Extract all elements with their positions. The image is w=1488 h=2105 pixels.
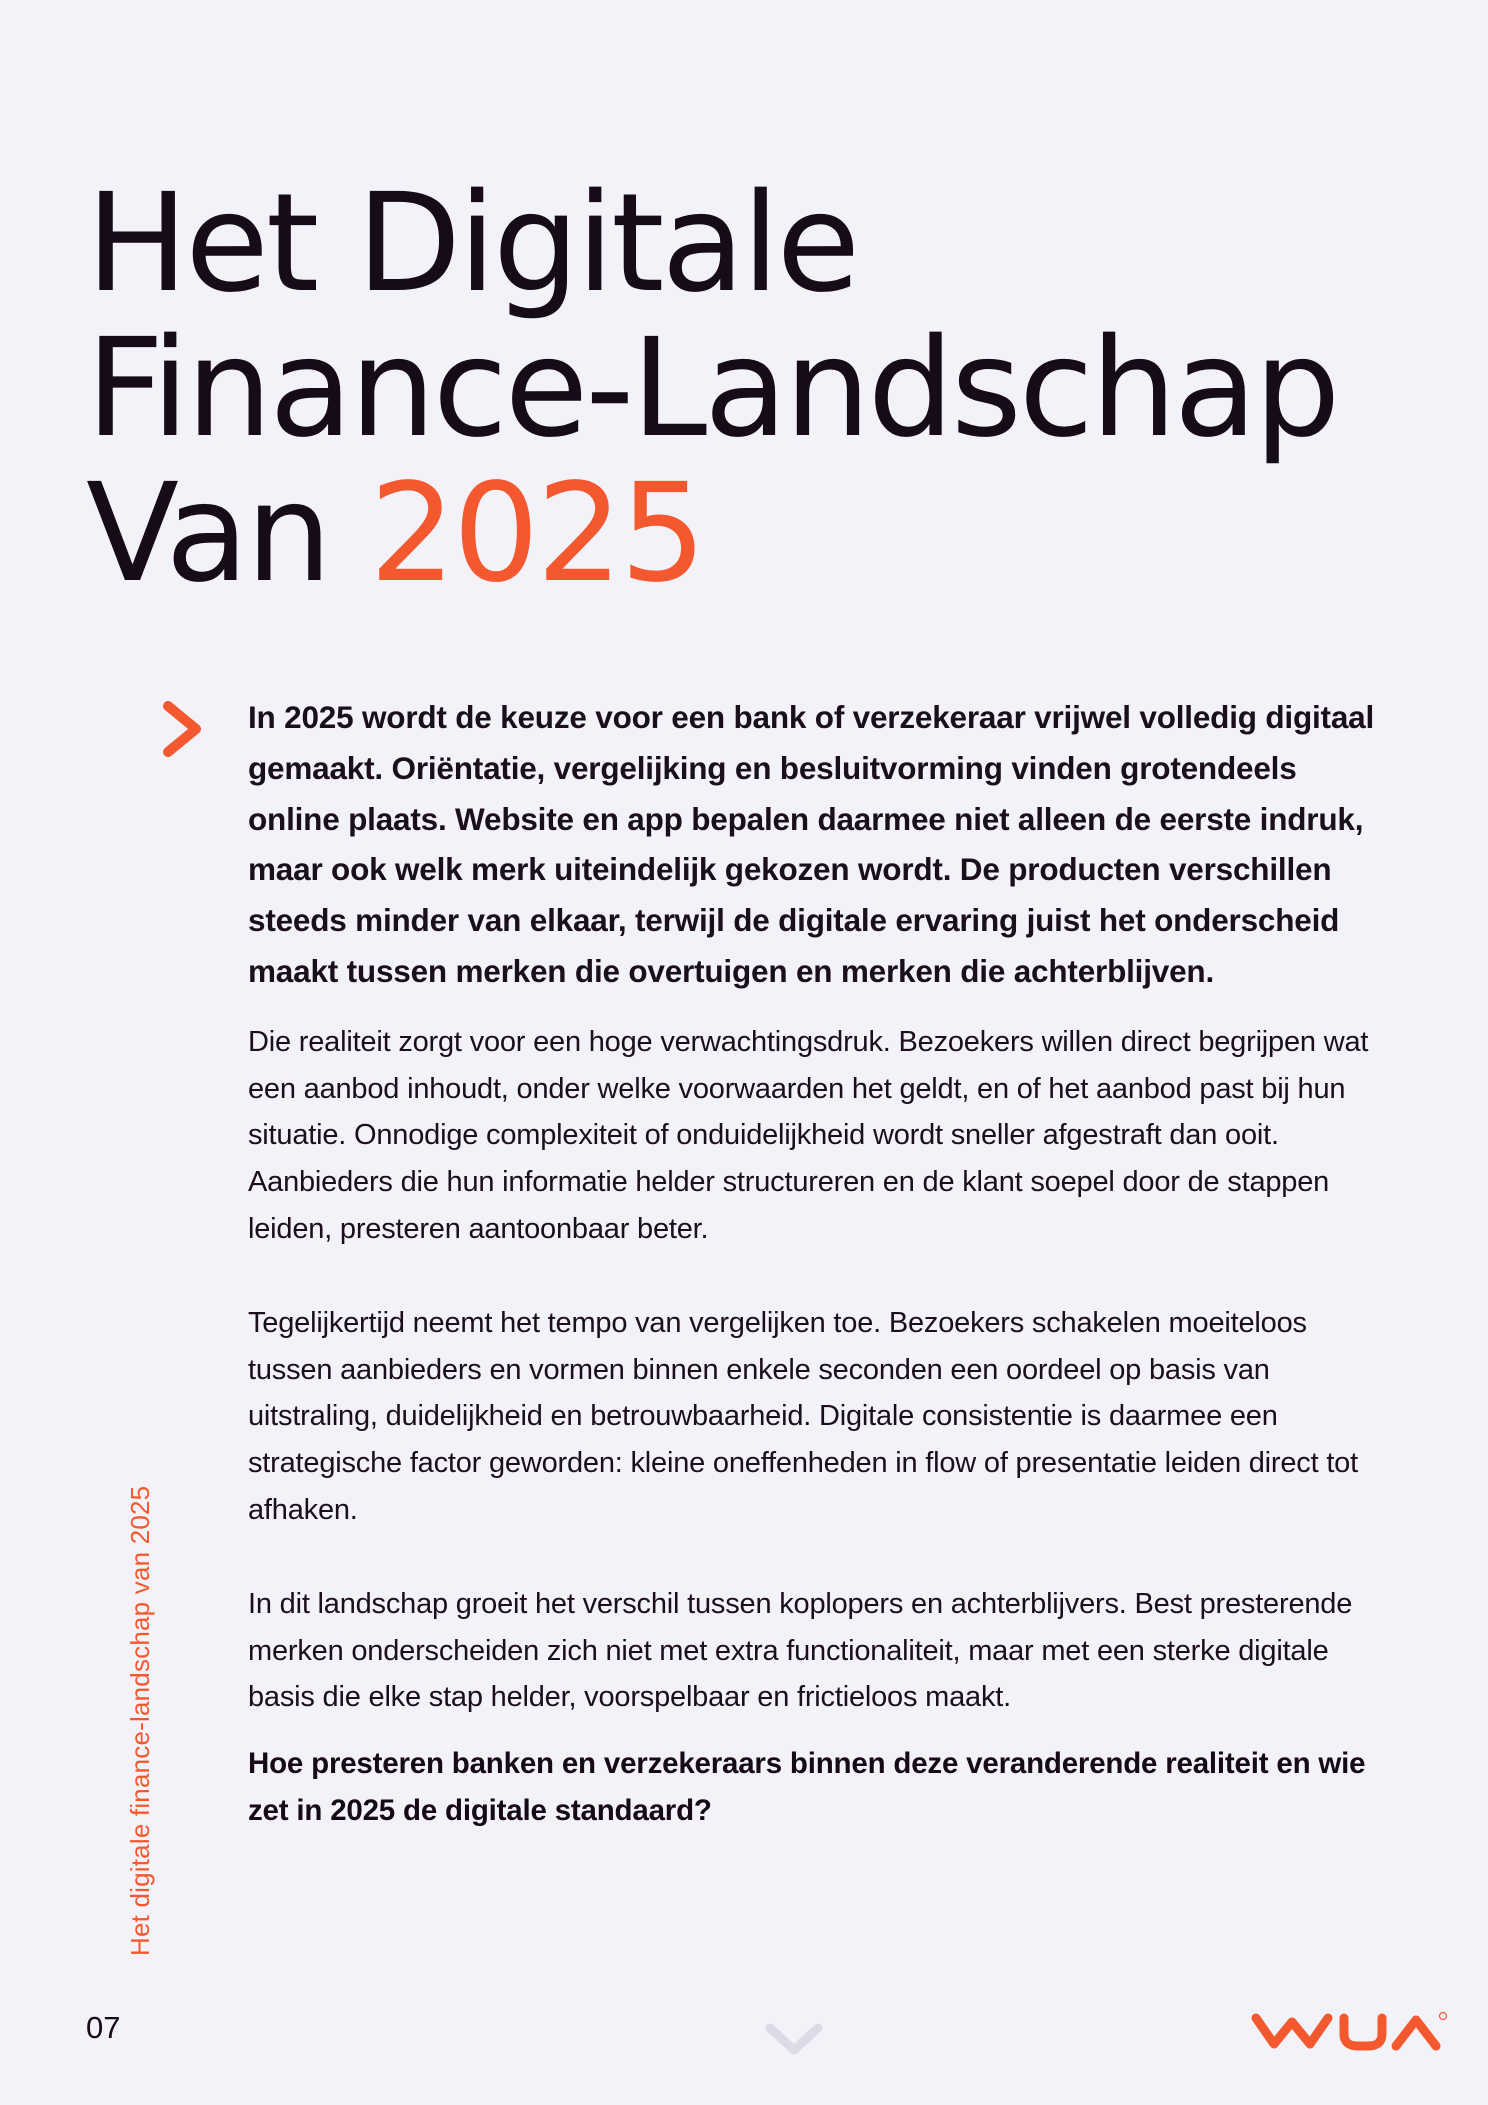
title-line-2: Finance-Landschap (86, 310, 1338, 468)
lead-paragraph: In 2025 wordt de keuze voor een bank of verzekeraar vrijwel volledig digitaal gemaakt. Oriëntatie, vergelijking en besluitvorming vinden grotendeels online plaats. Website en app bepalen daarmee niet alleen de eerste indruk, maar ook welk merk uiteindelijk gekozen wordt. De producten verschillen steeds minder van elkaar, terwijl de digitale ervaring juist het onderscheid maakt tussen merken die overtuigen en merken die achterblijven. (248, 699, 1375, 989)
title-year-accent: 2025 (369, 455, 704, 613)
chevron-right-icon (158, 698, 206, 760)
page-number: 07 (86, 2010, 121, 2045)
wua-logo (1250, 2010, 1448, 2054)
side-section-label: Het digitale finance-landschap van 2025 (125, 1485, 155, 1956)
article-body (248, 692, 1378, 1835)
title-line-1: Het Digitale (86, 165, 858, 323)
page-title (86, 165, 1338, 613)
body-paragraph-1: Die realiteit zorgt voor een hoge verwachtingsdruk. Bezoekers willen direct begrijpen wat een aanbod inhoudt, onder welke voorwaarden het geldt, en of het aanbod past bij hun situatie. Onnodige complexiteit of onduidelijkheid wordt sneller afgestraft dan ooit. Aanbieders die hun informatie helder structureren en de klant soepel door de stappen leiden, presteren aantoonbaar beter. (248, 1025, 1369, 1245)
title-line-3-prefix: Van (86, 455, 330, 613)
chevron-down-icon[interactable] (764, 2022, 824, 2058)
body-paragraph-3: In dit landschap groeit het verschil tussen koplopers en achterblijvers. Best presterende merken onderscheiden zich niet met extra functionaliteit, maar met een sterke digitale basis die elke stap helder, voorspelbaar en frictieloos maakt. (248, 1587, 1353, 1714)
closing-question: Hoe presteren banken en verzekeraars binnen deze veranderende realiteit en wie zet in 2025 de digitale standaard? (248, 1747, 1366, 1827)
body-paragraph-2: Tegelijkertijd neemt het tempo van vergelijken toe. Bezoekers schakelen moeiteloos tussen aanbieders en vormen binnen enkele seconden een oordeel op basis van uitstraling, duidelijkheid en betrouwbaarheid. Digitale consistentie is daarmee een strategische factor geworden: kleine oneffenheden in flow of presentatie leiden direct tot afhaken. (248, 1306, 1358, 1526)
